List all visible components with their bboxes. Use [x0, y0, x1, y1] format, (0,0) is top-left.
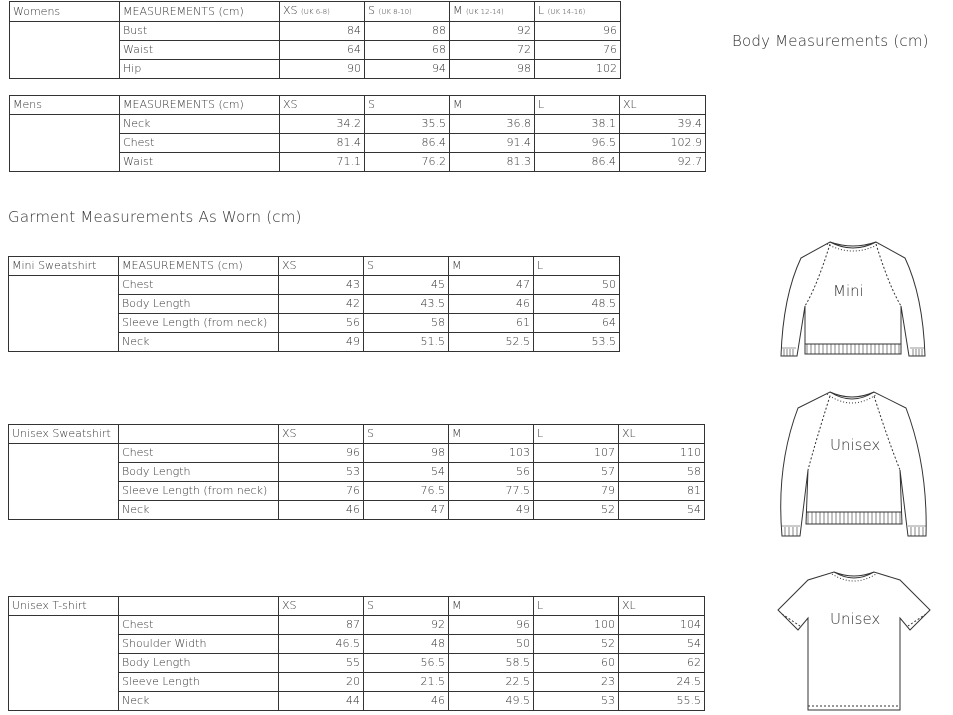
row-label: Sleeve Length (from neck): [119, 314, 279, 333]
column-header: MEASUREMENTS (cm): [120, 96, 280, 115]
size-header: XL: [619, 597, 705, 616]
cell-value: 77.5: [449, 482, 534, 501]
cell-value: 81.4: [280, 134, 365, 153]
cell-value: 58: [364, 314, 449, 333]
cell-value: 55: [279, 654, 364, 673]
cell-value: 20: [279, 673, 364, 692]
table-name: Mini Sweatshirt: [9, 257, 119, 276]
cell-value: 92: [450, 22, 535, 41]
cell-value: 52: [534, 635, 619, 654]
cell-value: 79: [534, 482, 619, 501]
row-label: Waist: [120, 153, 280, 172]
cell-value: 54: [619, 635, 705, 654]
cell-value: 36.8: [450, 115, 535, 134]
cell-value: 38.1: [535, 115, 620, 134]
table-row: [9, 616, 705, 635]
size-header: XL: [620, 96, 706, 115]
cell-value: 110: [619, 444, 705, 463]
womens-body-table: [9, 1, 621, 79]
cell-value: 46: [279, 501, 364, 520]
size-header: L: [534, 597, 619, 616]
cell-value: 98: [364, 444, 449, 463]
cell-value: 98: [450, 60, 535, 79]
cell-value: 35.5: [365, 115, 450, 134]
cell-value: 50: [534, 276, 620, 295]
garment-measurements-heading: Garment Measurements As Worn (cm): [8, 208, 302, 226]
table-header-row: [9, 425, 705, 444]
size-header: XS: [280, 96, 365, 115]
size-header: L (UK 14-16): [535, 2, 621, 22]
cell-value: 84: [280, 22, 365, 41]
mini-label: Mini: [833, 282, 864, 300]
size-header: XL: [619, 425, 705, 444]
size-header: L: [534, 257, 620, 276]
cell-value: 56: [449, 463, 534, 482]
cell-value: 96: [279, 444, 364, 463]
cell-value: 86.4: [365, 134, 450, 153]
body-measurements-heading: Body Measurements (cm): [732, 32, 929, 50]
size-header: L: [534, 425, 619, 444]
mens-body-table: [9, 95, 706, 172]
cell-value: 76.2: [365, 153, 450, 172]
cell-value: 52.5: [449, 333, 534, 352]
cell-value: 57: [534, 463, 619, 482]
table-name: Womens: [10, 2, 120, 22]
cell-value: 88: [365, 22, 450, 41]
row-label: Shoulder Width: [119, 635, 279, 654]
cell-value: 24.5: [619, 673, 705, 692]
table-header-row: [10, 2, 621, 22]
table-name: Unisex T-shirt: [9, 597, 119, 616]
cell-value: 47: [449, 276, 534, 295]
mini-sweatshirt-table: [8, 256, 620, 352]
cell-value: 92.7: [620, 153, 706, 172]
cell-value: 53: [534, 692, 619, 711]
size-header: S (UK 8-10): [365, 2, 450, 22]
cell-value: 44: [279, 692, 364, 711]
cell-value: 48.5: [534, 295, 620, 314]
cell-value: 103: [449, 444, 534, 463]
cell-value: 53.5: [534, 333, 620, 352]
cell-value: 90: [280, 60, 365, 79]
size-header: XS (UK 6-8): [280, 2, 365, 22]
cell-value: 49: [449, 501, 534, 520]
size-header: XS: [279, 425, 364, 444]
row-label: Hip: [120, 60, 280, 79]
cell-value: 68: [365, 41, 450, 60]
group-cell: [9, 616, 119, 711]
row-label: Chest: [119, 444, 279, 463]
cell-value: 42: [279, 295, 364, 314]
cell-value: 61: [449, 314, 534, 333]
cell-value: 34.2: [280, 115, 365, 134]
cell-value: 58.5: [449, 654, 534, 673]
cell-value: 55.5: [619, 692, 705, 711]
cell-value: 39.4: [620, 115, 706, 134]
cell-value: 46.5: [279, 635, 364, 654]
unisex-sweatshirt-illustration: [772, 386, 932, 542]
cell-value: 22.5: [449, 673, 534, 692]
cell-value: 64: [280, 41, 365, 60]
column-header: [119, 597, 279, 616]
group-cell: [10, 22, 120, 79]
table-header-row: [10, 96, 706, 115]
cell-value: 76: [279, 482, 364, 501]
cell-value: 46: [449, 295, 534, 314]
cell-value: 60: [534, 654, 619, 673]
cell-value: 94: [365, 60, 450, 79]
table-header-row: [9, 257, 620, 276]
row-label: Waist: [120, 41, 280, 60]
cell-value: 81.3: [450, 153, 535, 172]
row-label: Body Length: [119, 463, 279, 482]
cell-value: 72: [450, 41, 535, 60]
cell-value: 102.9: [620, 134, 706, 153]
group-cell: [10, 115, 120, 172]
cell-value: 96: [535, 22, 621, 41]
cell-value: 54: [364, 463, 449, 482]
table-row: [9, 276, 620, 295]
cell-value: 46: [364, 692, 449, 711]
cell-value: 96.5: [535, 134, 620, 153]
cell-value: 56.5: [364, 654, 449, 673]
table-header-row: [9, 597, 705, 616]
cell-value: 64: [534, 314, 620, 333]
cell-value: 50: [449, 635, 534, 654]
cell-value: 58: [619, 463, 705, 482]
row-label: Bust: [120, 22, 280, 41]
cell-value: 49: [279, 333, 364, 352]
cell-value: 91.4: [450, 134, 535, 153]
table-name: Mens: [10, 96, 120, 115]
size-header: S: [364, 257, 449, 276]
unisex-tshirt-label: Unisex: [830, 610, 881, 628]
size-header: M: [449, 425, 534, 444]
size-header: L: [535, 96, 620, 115]
cell-value: 43.5: [364, 295, 449, 314]
unisex-sweatshirt-label: Unisex: [830, 436, 881, 454]
mini-sweatshirt-illustration: [775, 236, 931, 368]
column-header: MEASUREMENTS (cm): [120, 2, 280, 22]
cell-value: 52: [534, 501, 619, 520]
size-header: XS: [279, 597, 364, 616]
cell-value: 107: [534, 444, 619, 463]
unisex-tshirt-table: [8, 596, 705, 711]
cell-value: 23: [534, 673, 619, 692]
cell-value: 76.5: [364, 482, 449, 501]
row-label: Neck: [119, 333, 279, 352]
table-name: Unisex Sweatshirt: [9, 425, 119, 444]
cell-value: 43: [279, 276, 364, 295]
row-label: Sleeve Length (from neck): [119, 482, 279, 501]
group-cell: [9, 276, 119, 352]
cell-value: 104: [619, 616, 705, 635]
table-row: [10, 22, 621, 41]
size-header: M: [450, 96, 535, 115]
column-header: MEASUREMENTS (cm): [119, 257, 279, 276]
row-label: Neck: [120, 115, 280, 134]
row-label: Chest: [119, 616, 279, 635]
cell-value: 54: [619, 501, 705, 520]
cell-value: 56: [279, 314, 364, 333]
row-label: Neck: [119, 501, 279, 520]
unisex-tshirt-illustration: [776, 568, 932, 713]
cell-value: 76: [535, 41, 621, 60]
cell-value: 51.5: [364, 333, 449, 352]
size-header: M (UK 12-14): [450, 2, 535, 22]
cell-value: 86.4: [535, 153, 620, 172]
cell-value: 87: [279, 616, 364, 635]
size-header: S: [365, 96, 450, 115]
column-header: [119, 425, 279, 444]
size-header: M: [449, 257, 534, 276]
size-header: S: [364, 425, 449, 444]
cell-value: 49.5: [449, 692, 534, 711]
cell-value: 62: [619, 654, 705, 673]
size-header: M: [449, 597, 534, 616]
table-row: [9, 444, 705, 463]
cell-value: 45: [364, 276, 449, 295]
cell-value: 71.1: [280, 153, 365, 172]
row-label: Sleeve Length: [119, 673, 279, 692]
group-cell: [9, 444, 119, 520]
row-label: Chest: [119, 276, 279, 295]
cell-value: 92: [364, 616, 449, 635]
cell-value: 47: [364, 501, 449, 520]
cell-value: 100: [534, 616, 619, 635]
size-header: S: [364, 597, 449, 616]
unisex-sweatshirt-table: [8, 424, 705, 520]
row-label: Body Length: [119, 654, 279, 673]
cell-value: 102: [535, 60, 621, 79]
row-label: Neck: [119, 692, 279, 711]
table-row: [10, 115, 706, 134]
cell-value: 21.5: [364, 673, 449, 692]
cell-value: 81: [619, 482, 705, 501]
row-label: Body Length: [119, 295, 279, 314]
cell-value: 96: [449, 616, 534, 635]
size-header: XS: [279, 257, 364, 276]
row-label: Chest: [120, 134, 280, 153]
cell-value: 53: [279, 463, 364, 482]
cell-value: 48: [364, 635, 449, 654]
